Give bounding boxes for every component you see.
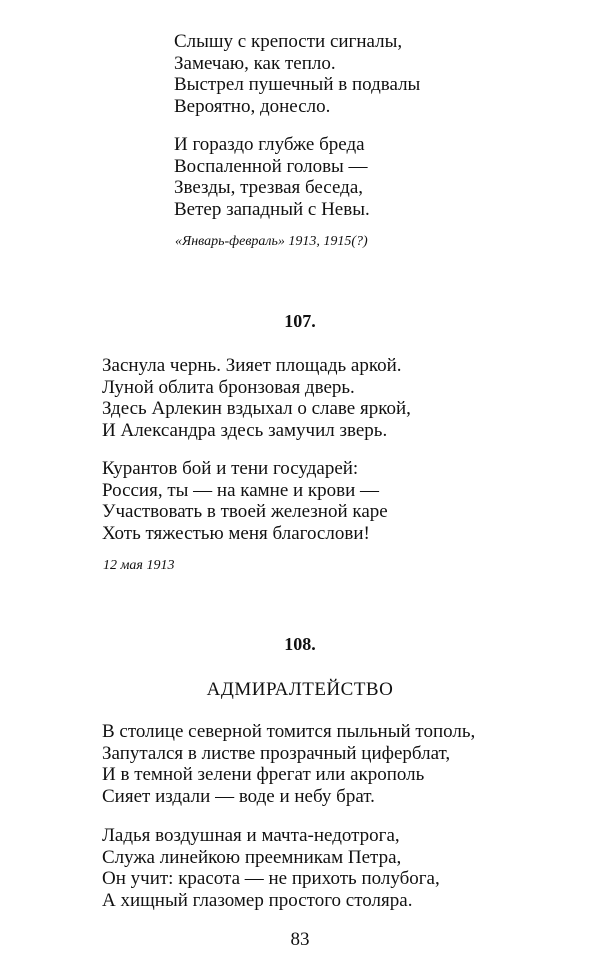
verse-line: Луной облита бронзовая дверь. — [102, 376, 355, 398]
verse-line: Ладья воздушная и мачта-недотрога, — [102, 825, 400, 846]
verse-line: Участвовать в твоей железной каре — [102, 501, 388, 522]
page-number: 83 — [290, 929, 310, 950]
verse-line: В столице северной томится пыльный тополь, — [102, 721, 476, 742]
verse-line: Он учит: красота — не прихоть полубога, — [102, 868, 440, 889]
stanza — [102, 721, 475, 807]
verse-line: Здесь Арлекин вздыхал о славе яркой, — [102, 398, 411, 419]
poem-number: 108. — [284, 634, 316, 654]
verse-line: И в темной зелени фрегат или акрополь — [102, 764, 425, 785]
stanza — [102, 355, 411, 441]
verse-line: Слышу с крепости сигналы, — [174, 31, 403, 52]
poem-title: АДМИРАЛТЕЙСТВО — [206, 679, 394, 700]
verse-line: Воспаленной головы — — [174, 155, 368, 177]
stanza — [102, 458, 388, 544]
stanza — [174, 134, 370, 220]
verse-line: Сияет издали — воде и небу брат. — [102, 785, 375, 807]
verse-line: Служа линейкою преемникам Петра, — [102, 846, 402, 868]
verse-line: Вероятно, донесло. — [174, 95, 331, 117]
stanza — [174, 31, 420, 117]
verse-line: Курантов бой и тени государей: — [102, 458, 359, 479]
verse-line: Хоть тяжестью меня благослови! — [102, 522, 370, 544]
poem-date: «Январь-февраль» 1913, 1915(?) — [175, 234, 368, 249]
stanza — [102, 825, 440, 911]
verse-line: Замечаю, как тепло. — [174, 52, 336, 74]
verse-line: И Александра здесь замучил зверь. — [102, 419, 388, 441]
verse-line: Заснула чернь. Зияет площадь аркой. — [102, 355, 402, 376]
verse-line: Выстрел пушечный в подвалы — [174, 74, 421, 95]
verse-line: Ветер западный с Невы. — [174, 198, 370, 220]
verse-line: А хищный глазомер простого столяра. — [102, 889, 413, 911]
poem-date: 12 мая 1913 — [103, 558, 175, 573]
verse-line: И гораздо глубже бреда — [174, 134, 365, 155]
verse-line: Звезды, трезвая беседа, — [174, 177, 364, 198]
verse-line: Запутался в листве прозрачный циферблат, — [102, 742, 451, 764]
verse-line: Россия, ты — на камне и крови — — [102, 479, 380, 501]
poem-number: 107. — [284, 311, 316, 331]
